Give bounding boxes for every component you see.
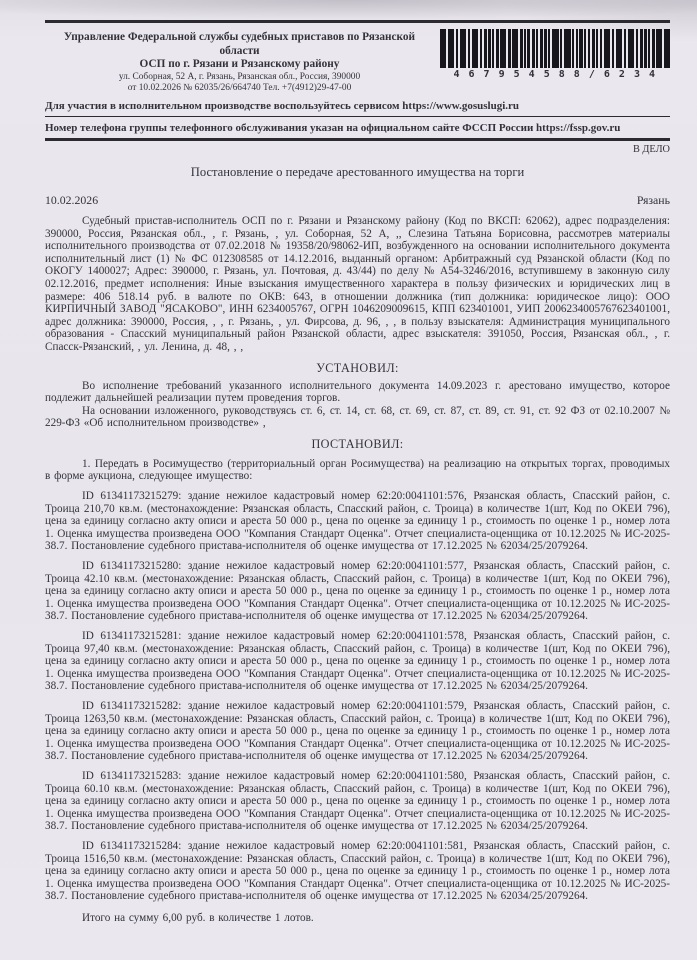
- org-name-line1: Управление Федеральной службы судебных приставов по Рязанской области: [63, 31, 416, 57]
- document-city: Рязань: [636, 192, 670, 207]
- date-city-row: [45, 193, 670, 208]
- barcode-bars-icon: [440, 29, 670, 68]
- document-title: Постановление о передаче арестованного имущества на торги: [190, 164, 525, 179]
- property-item: ID 61341173215283: здание нежилое кадастровый номер 62:20:0041101:580, Рязанская область, Спасский район, с. Троица 60.10 кв.м. (местонахождение: Рязанская область, Спасский район, с. Троица) в количестве 1(шт, Код по ОКЕИ 796), цена за единицу согласно акту описи и ареста 50 000 р., цена по оценке за единицу 1 р., стоимость по оценке 1 р., номер лота 1. Оценка имущества произведена ООО "Компания Стандарт Оценка". Отчет специалиста-оценщика от 10.12.2025 № ИС-2025-38.7. Постановление судебного пристава-исполнителя об оценке имущества от 17.12.2025 № 62034/25/2079264.: [45, 769, 670, 833]
- barcode: [440, 28, 670, 80]
- service-notice-gosuslugi: Для участия в исполнительном производстве воспользуйтесь сервисом https://www.gosuslugi.ru: [45, 99, 520, 112]
- property-item: ID 61341173215279: здание нежилое кадастровый номер 62:20:0041101:576, Рязанская область, Спасский район, с. Троица 210,70 кв.м. (местонахождение: Рязанская область, Спасский район, с. Троица) в количестве 1(шт, Код по ОКЕИ 796), цена за единицу согласно акту описи и ареста 50 000 р., цена по оценке за единицу 1 р., стоимость по оценке 1 р., номер лота 1. Оценка имущества произведена ООО "Компания Стандарт Оценка". Отчет специалиста-оценщика от 10.12.2025 № ИС-2025-38.7. Постановление судебного пристава-исполнителя об оценке имущества от 17.12.2025 № 62034/25/2079264.: [45, 490, 670, 553]
- doc-ref-line: от 10.02.2026 № 62035/26/664740 Тел. +7(4912)29-47-00: [127, 83, 352, 94]
- letterhead-text: [45, 28, 434, 95]
- ustanovil-paragraph-2: На основании изложенного, руководствуясь ст. 6, ст. 14, ст. 68, ст. 69, ст. 87, ст. 89, ст. 91, ст. 92 ФЗ от 02.10.2007 № 229-ФЗ «Об исполнительном производстве» ,: [45, 404, 670, 430]
- letterhead-top-rule: [45, 20, 670, 23]
- in-case-stamp: В ДЕЛО: [632, 143, 670, 155]
- divider-thick: [45, 138, 670, 141]
- total-line: Итого на сумму 6,00 руб. в количестве 1 лотов.: [82, 911, 314, 924]
- property-item: ID 61341173215281: здание нежилое кадастровый номер 62:20:0041101:578, Рязанская область, Спасский район, с. Троица 97,40 кв.м. (местонахождение: Рязанская область, Спасский район, с. Троица) в количестве 1(шт, Код по ОКЕИ 796), цена за единицу согласно акту описи и ареста 50 000 р., цена по оценке за единицу 1 р., стоимость по оценке 1 р., номер лота 1. Оценка имущества произведена ООО "Компания Стандарт Оценка". Отчет специалиста-оценщика от 10.12.2025 № ИС-2025-38.7. Постановление судебного пристава-исполнителя об оценке имущества от 17.12.2025 № 62034/25/2079264.: [45, 630, 670, 693]
- org-name-line2: ОСП по г. Рязани и Рязанскому району: [139, 58, 340, 71]
- property-item: ID 61341173215280: здание нежилое кадастровый номер 62:20:0041101:577, Рязанская область, Спасский район, с. Троица 42.10 кв.м. (местонахождение: Рязанская область, Спасский район, с. Троица) в количестве 1(шт, Код по ОКЕИ 796), цена за единицу согласно акту описи и ареста 50 000 р., цена по оценке за единицу 1 р., стоимость по оценке 1 р., номер лота 1. Оценка имущества произведена ООО "Компания Стандарт Оценка". Отчет специалиста-оценщика от 10.12.2025 № ИС-2025-38.7. Постановление судебного пристава-исполнителя об оценке имущества от 17.12.2025 № 62034/25/2079264.: [45, 560, 670, 623]
- preamble-paragraph: Судебный пристав-исполнитель ОСП по г. Рязани и Рязанскому району (Код по ВКСП: 62062), адрес подразделения: 390000, Россия, Рязанская обл., , г. Рязань, , ул. Соборная, 52 А, ,, Слезина Татьяна Борисовна, рассмотрев материалы исполнительного производства от 07.02.2018 № 19358/20/98062-ИП, возбужденного на основании исполнительного документа исполнительный лист (1) № ФС 012308585 от 14.12.2016, выданный органом: Арбитражный суд Рязанской области (Код по ОКОГУ 1400027; Адрес: 390000, г. Рязань, ул. Почтовая, д. 43/44) по делу № А54-3246/2016, вступившему в законную силу 02.12.2016, предмет исполнения: Иные взыскания имущественного характера в пользу физических и юридических лиц в размере: 406 518.14 руб. в валюте по ОКВ: 643, в отношении должника (тип должника: юридическое лицо): ООО КИРПИЧНЫЙ ЗАВОД "ЯСАКОВО", ИНН 6234005767, ОГРН 1046209009615, КПП 623401001, УИП 2006234005767623401001, адрес должника: 390000, Россия, , , г. Рязань, , ул. Фирсова, д. 96, , , в пользу взыскателя: Администрация муниципального образования - Спасский муниципальный район Рязанской области, адрес взыскателя: 391050, Россия, Рязанская обл., , г. Спасск-Рязанский, , ул. Ленина, д. 48, , ,: [45, 214, 670, 353]
- property-item: ID 61341173215284: здание нежилое кадастровый номер 62:20:0041101:581, Рязанская область, Спасский район, с. Троица 1516,50 кв.м. (местонахождение: Рязанская область, Спасский район, с. Троица) в количестве 1(шт, Код по ОКЕИ 796), цена за единицу согласно акту описи и ареста 50 000 р., цена по оценке за единицу 1 р., стоимость по оценке 1 р., номер лота 1. Оценка имущества произведена ООО "Компания Стандарт Оценка". Отчет специалиста-оценщика от 10.12.2025 № ИС-2025-38.7. Постановление судебного пристава-исполнителя об оценке имущества от 17.12.2025 № 62034/25/2079264.: [45, 839, 670, 903]
- clause-1: 1. Передать в Росимущество (территориальный орган Росимущества) на реализацию на открытых торгах, проводимых в форме аукциона, следующее имущество:: [45, 457, 670, 483]
- letterhead: [45, 28, 670, 95]
- ustanovil-heading: УСТАНОВИЛ:: [316, 360, 399, 375]
- divider-thin: [45, 116, 670, 117]
- document-date: 10.02.2026: [45, 192, 99, 207]
- property-item: ID 61341173215282: здание нежилое кадастровый номер 62:20:0041101:579, Рязанская область, Спасский район, с. Троица 1263,50 кв.м. (местонахождение: Рязанская область, Спасский район, с. Троица) в количестве 1(шт, Код по ОКЕИ 796), цена за единицу согласно акту описи и ареста 50 000 р., цена по оценке за единицу 1 р., стоимость по оценке 1 р., номер лота 1. Оценка имущества произведена ООО "Компания Стандарт Оценка". Отчет специалиста-оценщика от 10.12.2025 № ИС-2025-38.7. Постановление судебного пристава-исполнителя об оценке имущества от 17.12.2025 № 62034/25/2079264.: [45, 699, 670, 763]
- org-address: ул. Соборная, 52 А, г. Рязань, Рязанская обл., Россия, 390000: [118, 71, 361, 82]
- postanovil-heading: ПОСТАНОВИЛ:: [311, 436, 404, 451]
- service-notice-phone: Номер телефона группы телефонного обслуживания указан на официальном сайте ФССП России https://fssp.gov.ru: [45, 121, 621, 134]
- ustanovil-paragraph-1: Во исполнение требований указанного исполнительного документа 14.09.2023 г. арестовано имущество, которое подлежит дальнейшей реализации путем проведения торгов.: [45, 379, 670, 405]
- barcode-digits: 4 6 7 9 5 4 5 8 8 / 6 2 3 4: [453, 69, 657, 80]
